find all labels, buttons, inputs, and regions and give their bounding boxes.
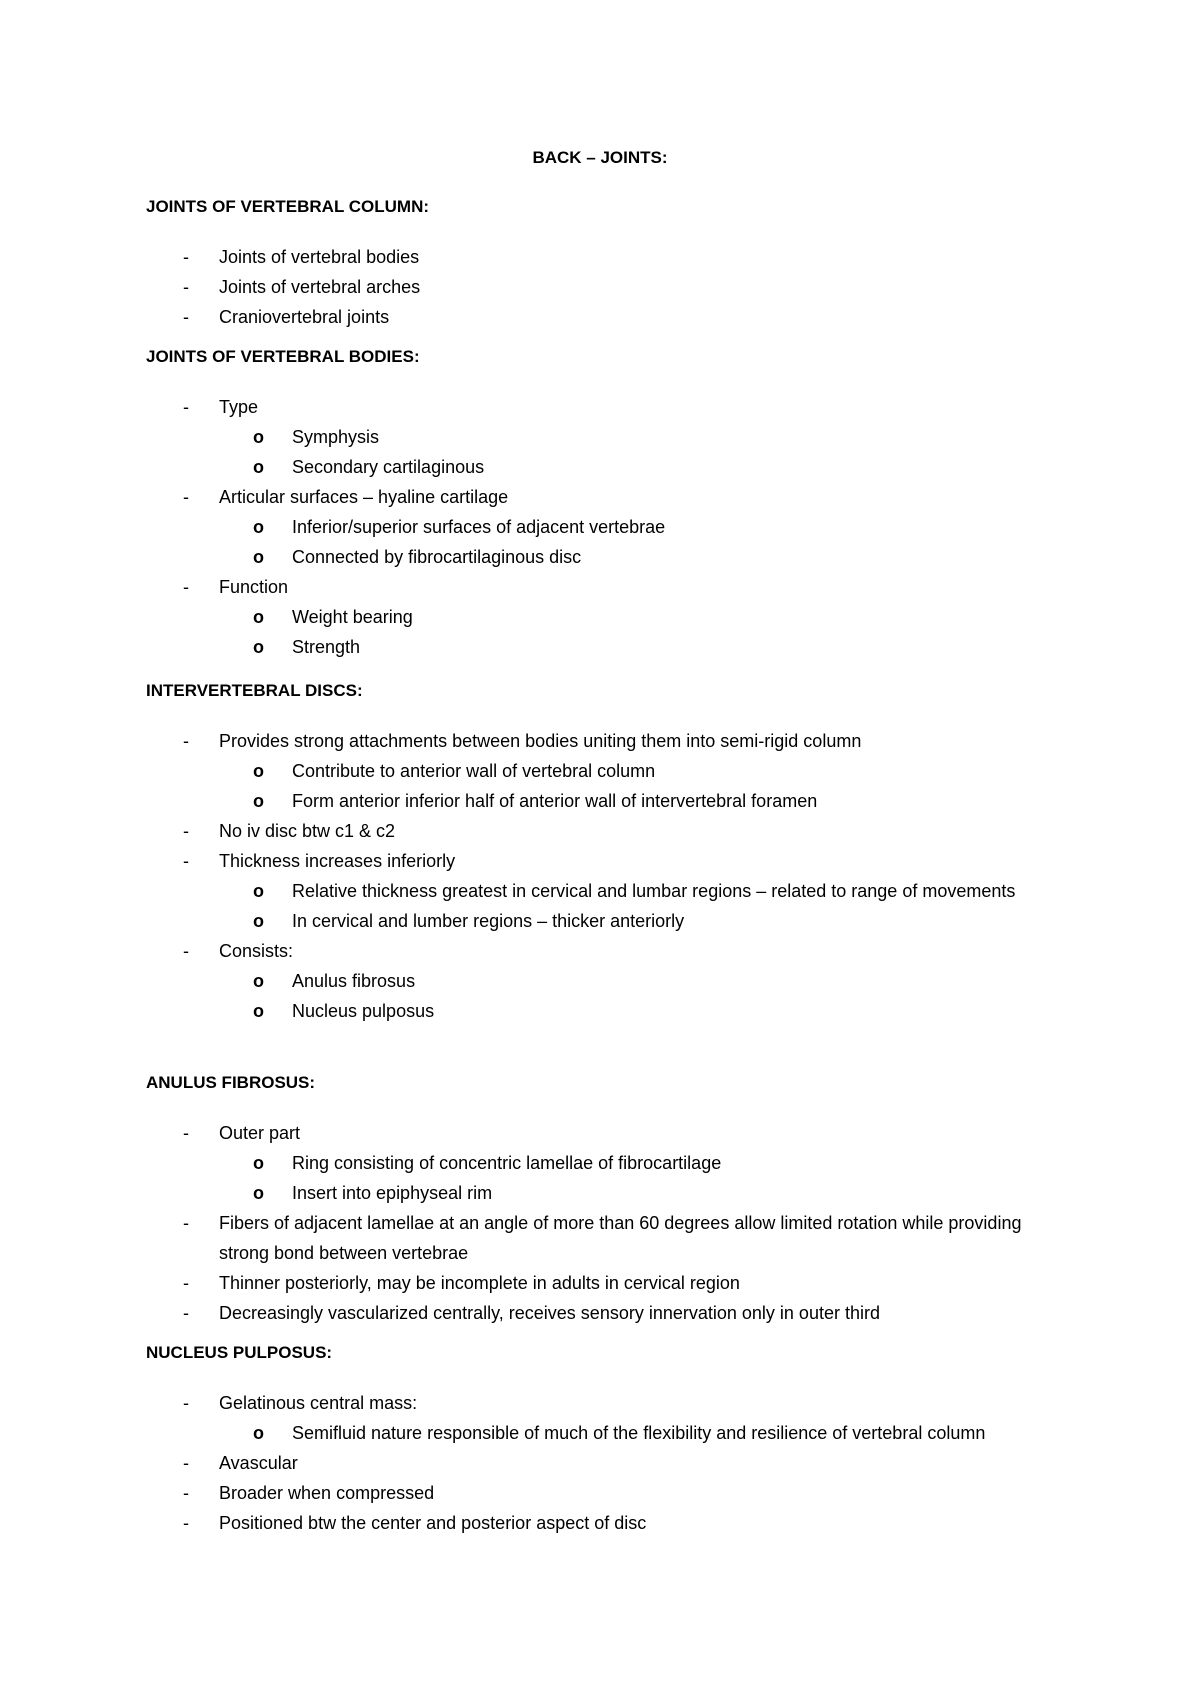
list-item <box>146 1208 1076 1268</box>
dash-bullet-icon: - <box>183 1513 189 1533</box>
list-item <box>146 572 1076 662</box>
list-item-text: Craniovertebral joints <box>219 307 390 327</box>
sub-list-item <box>292 906 1076 936</box>
list-item <box>146 272 1076 302</box>
circle-bullet-icon <box>253 966 264 996</box>
section-joints-of-vertebral-column <box>146 196 1076 332</box>
section-heading: JOINTS OF VERTEBRAL COLUMN: <box>146 197 430 216</box>
circle-bullet-icon <box>253 1418 264 1448</box>
section-heading: INTERVERTEBRAL DISCS: <box>146 681 363 700</box>
circle-bullet-icon <box>253 756 264 786</box>
sub-bullet-list <box>146 602 1076 662</box>
sub-list-item-text: Secondary cartilaginous <box>292 457 485 477</box>
dash-bullet-icon: - <box>183 1303 189 1323</box>
dash-bullet-icon: - <box>183 851 189 871</box>
sub-list-item <box>292 542 1076 572</box>
sub-list-item <box>292 756 1076 786</box>
dash-bullet-icon: - <box>183 1453 189 1473</box>
bullet-list <box>146 392 1076 662</box>
list-item <box>146 302 1076 332</box>
section-joints-of-vertebral-bodies <box>146 346 1076 662</box>
list-item <box>146 1268 1076 1298</box>
sub-list-item <box>292 632 1076 662</box>
sub-list-item <box>292 966 1076 996</box>
sub-list-item <box>292 876 1076 906</box>
list-item-text: Fibers of adjacent lamellae at an angle of more than 60 degrees allow limited rotation while providing strong bond between vertebrae <box>219 1213 1022 1263</box>
circle-bullet-icon <box>253 906 264 936</box>
list-item <box>146 482 1076 572</box>
sub-list-item <box>292 452 1076 482</box>
dash-bullet-icon: - <box>183 1213 189 1233</box>
dash-bullet-icon: - <box>183 941 189 961</box>
circle-bullet-icon <box>253 1178 264 1208</box>
circle-bullet-icon <box>253 602 264 632</box>
sub-list-item-text: In cervical and lumber regions – thicker anteriorly <box>292 911 685 931</box>
sub-bullet-list <box>146 1148 1076 1208</box>
sub-list-item-text: Weight bearing <box>292 607 413 627</box>
dash-bullet-icon: - <box>183 1483 189 1503</box>
list-item-text: Joints of vertebral arches <box>219 277 421 297</box>
list-item-text: Positioned btw the center and posterior aspect of disc <box>219 1513 647 1533</box>
circle-bullet-icon <box>253 996 264 1026</box>
dash-bullet-icon: - <box>183 487 189 507</box>
circle-bullet-icon <box>253 542 264 572</box>
list-item-text: Decreasingly vascularized centrally, receives sensory innervation only in outer third <box>219 1303 880 1323</box>
list-item <box>146 1508 1076 1538</box>
sub-list-item-text: Form anterior inferior half of anterior wall of intervertebral foramen <box>292 791 818 811</box>
sub-bullet-list <box>146 422 1076 482</box>
dash-bullet-icon: - <box>183 821 189 841</box>
list-item-text: Thinner posteriorly, may be incomplete in adults in cervical region <box>219 1273 740 1293</box>
dash-bullet-icon: - <box>183 1123 189 1143</box>
list-item-text: Thickness increases inferiorly <box>219 851 456 871</box>
section-nucleus-pulposus <box>146 1342 1076 1538</box>
sub-bullet-list <box>146 756 1076 816</box>
list-item <box>146 1298 1076 1328</box>
sub-list-item-text: Ring consisting of concentric lamellae of fibrocartilage <box>292 1153 722 1173</box>
sub-list-item <box>292 996 1076 1026</box>
list-item-text: Outer part <box>219 1123 301 1143</box>
section-anulus-fibrosus <box>146 1072 1076 1328</box>
list-item <box>146 392 1076 482</box>
sub-bullet-list <box>146 512 1076 572</box>
circle-bullet-icon <box>253 512 264 542</box>
list-item <box>146 846 1076 936</box>
list-item <box>146 1388 1076 1448</box>
list-item-text: Function <box>219 577 289 597</box>
sub-list-item <box>292 1418 1076 1448</box>
dash-bullet-icon: - <box>183 1393 189 1413</box>
dash-bullet-icon: - <box>183 397 189 417</box>
circle-bullet-icon <box>253 876 264 906</box>
list-item-text: Provides strong attachments between bodies uniting them into semi-rigid column <box>219 731 862 751</box>
bullet-list <box>146 1118 1076 1328</box>
sub-list-item-text: Inferior/superior surfaces of adjacent vertebrae <box>292 517 666 537</box>
circle-bullet-icon <box>253 1148 264 1178</box>
sub-list-item <box>292 422 1076 452</box>
sub-list-item-text: Strength <box>292 637 361 657</box>
section-heading: NUCLEUS PULPOSUS: <box>146 1343 333 1362</box>
bullet-list <box>146 242 1076 332</box>
dash-bullet-icon: - <box>183 307 189 327</box>
dash-bullet-icon: - <box>183 277 189 297</box>
list-item-text: Broader when compressed <box>219 1483 435 1503</box>
list-item <box>146 1478 1076 1508</box>
sub-list-item-text: Anulus fibrosus <box>292 971 416 991</box>
sub-list-item-text: Connected by fibrocartilaginous disc <box>292 547 582 567</box>
sub-list-item <box>292 512 1076 542</box>
list-item-text: Consists: <box>219 941 294 961</box>
sub-list-item <box>292 1178 1076 1208</box>
sub-list-item-text: Symphysis <box>292 427 380 447</box>
circle-bullet-icon <box>253 452 264 482</box>
circle-bullet-icon <box>253 422 264 452</box>
dash-bullet-icon: - <box>183 731 189 751</box>
sub-bullet-list <box>146 1418 1076 1448</box>
list-item-text: No iv disc btw c1 & c2 <box>219 821 396 841</box>
sub-list-item-text: Contribute to anterior wall of vertebral column <box>292 761 656 781</box>
list-item-text: Avascular <box>219 1453 298 1473</box>
sub-bullet-list <box>146 876 1076 936</box>
list-item <box>146 1448 1076 1478</box>
list-item <box>146 242 1076 272</box>
list-item-text: Gelatinous central mass: <box>219 1393 418 1413</box>
sub-list-item-text: Nucleus pulposus <box>292 1001 435 1021</box>
dash-bullet-icon: - <box>183 247 189 267</box>
sub-list-item-text: Relative thickness greatest in cervical and lumbar regions – related to range of movements <box>292 881 1016 901</box>
bullet-list <box>146 1388 1076 1538</box>
sub-list-item <box>292 786 1076 816</box>
dash-bullet-icon: - <box>183 1273 189 1293</box>
sub-list-item-text: Semifluid nature responsible of much of the flexibility and resilience of vertebral column <box>292 1423 986 1443</box>
list-item <box>146 936 1076 1026</box>
section-heading: ANULUS FIBROSUS: <box>146 1073 316 1092</box>
bullet-list <box>146 726 1076 1026</box>
circle-bullet-icon <box>253 632 264 662</box>
sub-list-item <box>292 602 1076 632</box>
list-item-text: Articular surfaces – hyaline cartilage <box>219 487 509 507</box>
list-item-text: Joints of vertebral bodies <box>219 247 420 267</box>
sub-bullet-list <box>146 966 1076 1026</box>
list-item <box>146 726 1076 816</box>
circle-bullet-icon <box>253 786 264 816</box>
dash-bullet-icon: - <box>183 577 189 597</box>
list-item <box>146 1118 1076 1208</box>
section-intervertebral-discs <box>146 680 1076 1026</box>
document-title: BACK – JOINTS: <box>532 148 668 167</box>
sub-list-item <box>292 1148 1076 1178</box>
list-item-text: Type <box>219 397 259 417</box>
section-heading: JOINTS OF VERTEBRAL BODIES: <box>146 347 420 366</box>
list-item <box>146 816 1076 846</box>
sub-list-item-text: Insert into epiphyseal rim <box>292 1183 493 1203</box>
